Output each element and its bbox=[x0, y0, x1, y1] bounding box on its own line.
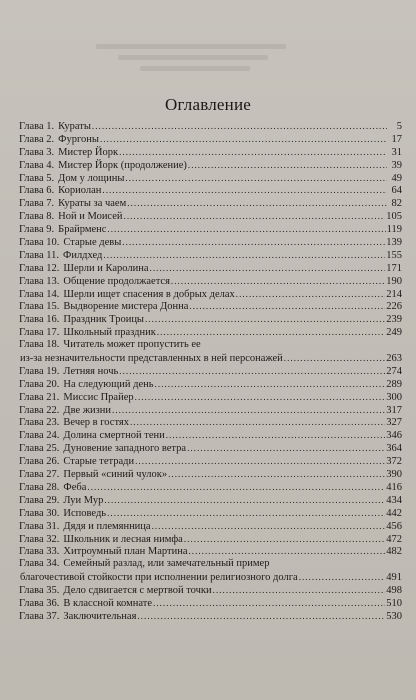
chapter-title: На следующий день bbox=[63, 378, 154, 390]
toc-line bbox=[19, 455, 402, 468]
page-number: 510 bbox=[386, 597, 402, 609]
page-number: 482 bbox=[386, 546, 402, 558]
chapter-title: Праздник Троицы bbox=[63, 314, 144, 326]
toc-line bbox=[19, 172, 402, 185]
chapter-number: Глава 2. bbox=[19, 133, 55, 145]
page-number: 327 bbox=[386, 417, 402, 429]
chapter-title: Ной и Моисей bbox=[58, 211, 123, 223]
chapter-title: Дом у лощины bbox=[58, 172, 125, 184]
page-number: 530 bbox=[386, 610, 402, 622]
dot-leader bbox=[189, 300, 385, 313]
chapter-title: из-за незначительности представленных в ней персонажей bbox=[20, 353, 283, 365]
toc-entry bbox=[19, 300, 402, 313]
chapter-number: Глава 28. bbox=[19, 481, 60, 493]
page-number: 498 bbox=[386, 585, 402, 597]
toc-line bbox=[19, 236, 402, 249]
toc-line bbox=[19, 300, 402, 313]
toc-line bbox=[19, 597, 402, 610]
dot-leader bbox=[157, 326, 385, 339]
chapter-title: Первый «синий чулок» bbox=[63, 469, 168, 481]
toc-line bbox=[19, 133, 402, 146]
dot-leader bbox=[188, 159, 387, 172]
toc-line bbox=[19, 223, 402, 236]
toc-line bbox=[19, 365, 402, 378]
chapter-number: Глава 18. bbox=[19, 339, 60, 351]
chapter-title: Кураты bbox=[58, 121, 91, 132]
toc-entry bbox=[19, 159, 402, 172]
toc-entry bbox=[19, 597, 402, 610]
toc-entry bbox=[19, 210, 402, 223]
chapter-number: Глава 24. bbox=[19, 430, 60, 442]
chapter-title: Читатель может пропустить ее bbox=[63, 339, 201, 351]
toc-entry bbox=[19, 545, 402, 558]
page-number: 263 bbox=[386, 353, 402, 365]
toc-entry bbox=[19, 558, 402, 584]
toc-line bbox=[19, 184, 402, 197]
toc-line bbox=[19, 584, 402, 597]
toc-line bbox=[19, 391, 402, 404]
page-number: 82 bbox=[391, 198, 402, 210]
toc-entry bbox=[19, 391, 402, 404]
toc-line bbox=[19, 249, 402, 262]
toc-entry bbox=[19, 313, 402, 326]
toc-line bbox=[19, 429, 402, 442]
page-number: 119 bbox=[386, 224, 402, 236]
chapter-number: Глава 11. bbox=[19, 249, 60, 261]
page-number: 317 bbox=[386, 404, 402, 416]
chapter-number: Глава 12. bbox=[19, 262, 60, 274]
chapter-title: Летняя ночь bbox=[63, 365, 119, 377]
chapter-title: Луи Мур bbox=[63, 494, 104, 506]
chapter-title: Кориолан bbox=[58, 185, 102, 197]
dot-leader bbox=[236, 288, 385, 301]
chapter-title: благочестивой стойкости при исполнении религиозного долга bbox=[20, 572, 298, 584]
chapter-number: Глава 16. bbox=[19, 314, 60, 326]
dot-leader bbox=[299, 571, 386, 584]
dot-leader bbox=[213, 584, 386, 597]
toc-entry bbox=[19, 404, 402, 417]
chapter-title: Старые тетради bbox=[63, 456, 135, 468]
page-number: 64 bbox=[391, 185, 402, 197]
chapter-number: Глава 22. bbox=[19, 404, 60, 416]
chapter-number: Глава 32. bbox=[19, 533, 60, 545]
dot-leader bbox=[119, 365, 385, 378]
page-title: Оглавление bbox=[165, 95, 251, 114]
toc-entry bbox=[19, 442, 402, 455]
toc-line bbox=[19, 339, 402, 352]
toc-line bbox=[19, 326, 402, 339]
chapter-number: Глава 3. bbox=[19, 146, 55, 158]
chapter-number: Глава 27. bbox=[19, 469, 60, 481]
toc-line bbox=[19, 159, 402, 172]
chapter-number: Глава 34. bbox=[19, 558, 60, 570]
toc-line bbox=[19, 197, 402, 210]
chapter-title: Общение продолжается bbox=[63, 275, 170, 287]
dot-leader bbox=[119, 146, 387, 159]
toc-entry bbox=[19, 275, 402, 288]
chapter-title: Кураты за чаем bbox=[58, 198, 127, 210]
dot-leader bbox=[125, 172, 387, 185]
page-number: 239 bbox=[386, 314, 402, 326]
chapter-number: Глава 20. bbox=[19, 378, 60, 390]
chapter-title: Феба bbox=[63, 481, 87, 493]
toc-line bbox=[19, 442, 402, 455]
toc-entry bbox=[19, 468, 402, 481]
chapter-title: Две жизни bbox=[63, 404, 112, 416]
dot-leader bbox=[130, 416, 385, 429]
page-number: 49 bbox=[391, 172, 402, 184]
chapter-title: Шерли и Каролина bbox=[63, 262, 149, 274]
page-number: 456 bbox=[386, 520, 402, 532]
toc-line bbox=[19, 558, 402, 571]
chapter-number: Глава 36. bbox=[19, 597, 60, 609]
chapter-title: Хитроумный план Мартина bbox=[63, 546, 188, 558]
toc-line bbox=[19, 404, 402, 417]
page-number: 190 bbox=[386, 275, 402, 287]
chapter-title: Семейный разлад, или замечательный пример bbox=[63, 558, 270, 570]
chapter-number: Глава 21. bbox=[19, 391, 60, 403]
toc-line bbox=[19, 416, 402, 429]
toc-entry bbox=[19, 262, 402, 275]
toc-line bbox=[19, 352, 402, 365]
toc-entry bbox=[19, 223, 402, 236]
toc-line bbox=[19, 210, 402, 223]
bleed-through-text bbox=[140, 66, 250, 71]
toc-line bbox=[19, 146, 402, 159]
toc-entry bbox=[19, 520, 402, 533]
dot-leader bbox=[150, 262, 386, 275]
chapter-number: Глава 29. bbox=[19, 494, 60, 506]
page-number: 155 bbox=[386, 249, 402, 261]
dot-leader bbox=[184, 533, 385, 546]
chapter-title: Филдхед bbox=[63, 249, 103, 261]
toc-entry bbox=[19, 326, 402, 339]
dot-leader bbox=[87, 481, 385, 494]
chapter-title: В классной комнате bbox=[63, 597, 153, 609]
chapter-number: Глава 19. bbox=[19, 365, 60, 377]
page-number: 416 bbox=[386, 481, 402, 493]
toc-line bbox=[19, 313, 402, 326]
chapter-title: Фургоны bbox=[58, 133, 99, 145]
dot-leader bbox=[135, 455, 385, 468]
toc-entry bbox=[19, 249, 402, 262]
toc-entry bbox=[19, 146, 402, 159]
toc-entry bbox=[19, 120, 402, 133]
chapter-title: Школьник и лесная нимфа bbox=[63, 533, 183, 545]
chapter-number: Глава 13. bbox=[19, 275, 60, 287]
toc-entry bbox=[19, 197, 402, 210]
page-number: 274 bbox=[386, 365, 402, 377]
toc-line bbox=[19, 120, 402, 133]
chapter-number: Глава 30. bbox=[19, 507, 60, 519]
dot-leader bbox=[188, 545, 385, 558]
chapter-number: Глава 37. bbox=[19, 610, 60, 622]
toc-line bbox=[19, 571, 402, 584]
chapter-title: Выдворение мистера Донна bbox=[63, 301, 189, 313]
chapter-title: Миссис Прайер bbox=[63, 391, 134, 403]
bleed-through-text bbox=[96, 44, 286, 49]
chapter-number: Глава 1. bbox=[19, 121, 55, 132]
dot-leader bbox=[122, 236, 385, 249]
chapter-title: Школьный праздник bbox=[63, 327, 156, 339]
toc-entry bbox=[19, 507, 402, 520]
toc-entry bbox=[19, 172, 402, 185]
toc-line bbox=[19, 378, 402, 391]
chapter-number: Глава 8. bbox=[19, 211, 55, 223]
toc-line bbox=[19, 262, 402, 275]
chapter-number: Глава 25. bbox=[19, 443, 60, 455]
dot-leader bbox=[171, 275, 385, 288]
page-number: 226 bbox=[386, 301, 402, 313]
toc-entry bbox=[19, 339, 402, 365]
chapter-title: Дуновение западного ветра bbox=[63, 443, 187, 455]
chapter-title: Шерли ищет спасения в добрых делах bbox=[63, 288, 235, 300]
chapter-number: Глава 35. bbox=[19, 585, 60, 597]
dot-leader bbox=[187, 442, 385, 455]
chapter-title: Вечер в гостях bbox=[63, 417, 129, 429]
toc-line bbox=[19, 507, 402, 520]
chapter-title: Мистер Йорк (продолжение) bbox=[58, 159, 187, 171]
toc-entry bbox=[19, 416, 402, 429]
chapter-title: Долина смертной тени bbox=[63, 430, 165, 442]
toc-line bbox=[19, 610, 402, 623]
page-number: 346 bbox=[386, 430, 402, 442]
chapter-number: Глава 17. bbox=[19, 327, 60, 339]
chapter-number: Глава 5. bbox=[19, 172, 55, 184]
chapter-title: Мистер Йорк bbox=[58, 146, 119, 158]
chapter-title: Брайрменс bbox=[58, 224, 107, 236]
dot-leader bbox=[153, 597, 385, 610]
toc-line bbox=[19, 275, 402, 288]
page-number: 171 bbox=[386, 262, 402, 274]
page-number: 39 bbox=[391, 159, 402, 171]
dot-leader bbox=[102, 184, 387, 197]
chapter-number: Глава 14. bbox=[19, 288, 60, 300]
table-of-contents bbox=[19, 120, 402, 623]
chapter-number: Глава 26. bbox=[19, 456, 60, 468]
dot-leader bbox=[104, 494, 385, 507]
dot-leader bbox=[112, 404, 385, 417]
toc-line bbox=[19, 494, 402, 507]
page-number: 214 bbox=[386, 288, 402, 300]
toc-line bbox=[19, 288, 402, 301]
page-number: 139 bbox=[386, 237, 402, 249]
dot-leader bbox=[124, 210, 386, 223]
page-number: 434 bbox=[386, 494, 402, 506]
toc-entry bbox=[19, 494, 402, 507]
toc-entry bbox=[19, 236, 402, 249]
bleed-through-text bbox=[118, 55, 268, 60]
chapter-number: Глава 10. bbox=[19, 237, 60, 249]
toc-line bbox=[19, 533, 402, 546]
toc-entry bbox=[19, 584, 402, 597]
dot-leader bbox=[103, 249, 385, 262]
chapter-title: Дядя и племянница bbox=[63, 520, 151, 532]
dot-leader bbox=[127, 197, 387, 210]
dot-leader bbox=[152, 520, 386, 533]
chapter-title: Заключительная bbox=[63, 610, 137, 622]
page-number: 31 bbox=[391, 146, 402, 158]
toc-entry bbox=[19, 455, 402, 468]
page-number: 17 bbox=[391, 133, 402, 145]
toc-entry bbox=[19, 133, 402, 146]
chapter-number: Глава 4. bbox=[19, 159, 55, 171]
chapter-number: Глава 23. bbox=[19, 417, 60, 429]
chapter-title: Старые девы bbox=[63, 237, 122, 249]
dot-leader bbox=[100, 133, 387, 146]
dot-leader bbox=[145, 313, 385, 326]
dot-leader bbox=[284, 352, 385, 365]
dot-leader bbox=[166, 429, 386, 442]
page-number: 5 bbox=[396, 121, 402, 132]
toc-line bbox=[19, 545, 402, 558]
toc-line bbox=[19, 520, 402, 533]
page-number: 105 bbox=[386, 211, 402, 223]
page-number: 491 bbox=[386, 572, 402, 584]
toc-line bbox=[19, 481, 402, 494]
chapter-number: Глава 31. bbox=[19, 520, 60, 532]
page-number: 472 bbox=[386, 533, 402, 545]
toc-entry bbox=[19, 365, 402, 378]
dot-leader bbox=[155, 378, 386, 391]
dot-leader bbox=[92, 120, 387, 133]
page-number: 442 bbox=[386, 507, 402, 519]
chapter-number: Глава 33. bbox=[19, 546, 60, 558]
dot-leader bbox=[168, 468, 385, 481]
page-number: 372 bbox=[386, 456, 402, 468]
dot-leader bbox=[107, 507, 385, 520]
toc-entry bbox=[19, 378, 402, 391]
chapter-number: Глава 15. bbox=[19, 301, 60, 313]
toc-entry bbox=[19, 533, 402, 546]
dot-leader bbox=[135, 391, 386, 404]
chapter-title: Исповедь bbox=[63, 507, 107, 519]
toc-entry bbox=[19, 429, 402, 442]
page-number: 289 bbox=[386, 378, 402, 390]
toc-entry bbox=[19, 610, 402, 623]
chapter-number: Глава 7. bbox=[19, 198, 55, 210]
page-number: 300 bbox=[386, 391, 402, 403]
page-number: 364 bbox=[386, 443, 402, 455]
toc-line bbox=[19, 468, 402, 481]
toc-entry bbox=[19, 184, 402, 197]
chapter-number: Глава 6. bbox=[19, 185, 55, 197]
toc-entry bbox=[19, 288, 402, 301]
dot-leader bbox=[137, 610, 385, 623]
dot-leader bbox=[107, 223, 385, 236]
page-number: 390 bbox=[386, 469, 402, 481]
chapter-title: Дело сдвигается с мертвой точки bbox=[63, 585, 212, 597]
toc-entry bbox=[19, 481, 402, 494]
chapter-number: Глава 9. bbox=[19, 224, 55, 236]
page-number: 249 bbox=[386, 327, 402, 339]
